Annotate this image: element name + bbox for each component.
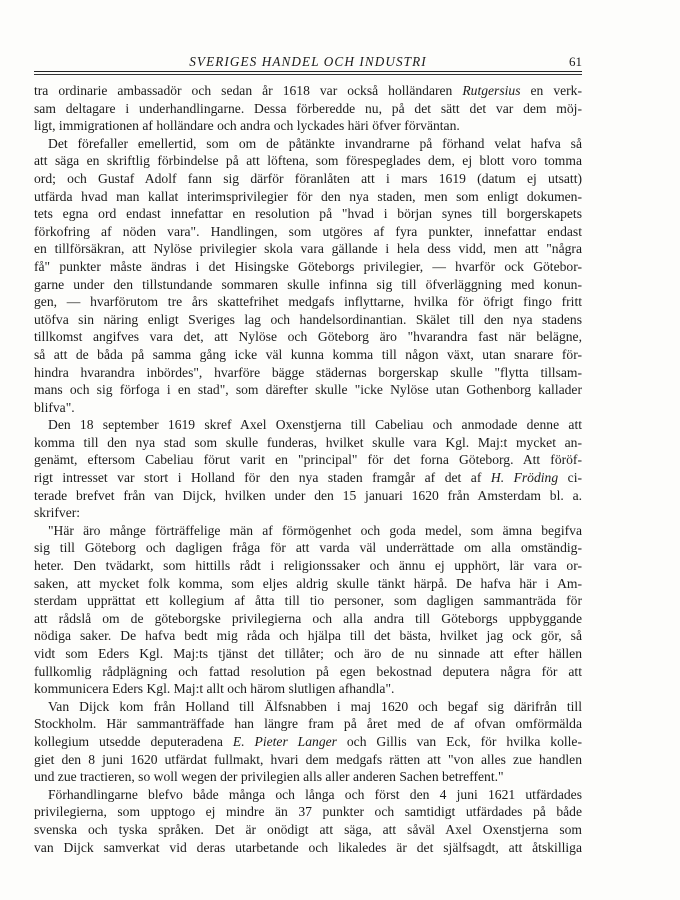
text-line: att rådslå om de göteborgske privilegierna och alla andra till Göteborgs uppbyggande — [34, 610, 582, 626]
text-line: utfärda hvad man kallat interimsprivilegier för den nya staden, men som enligt dokumen- — [34, 188, 582, 204]
text-line: Stockholm. Här sammanträffade han längre fram på året med de af ofvan omförmälda — [34, 716, 582, 732]
text-line: så att de båda på samma gång icke väl kunna komma till någon växt, utan snarare för- — [34, 346, 582, 362]
text-line: fullkomlig rådplägning och fattad resolution på egen bekostnad deputera några för att — [34, 663, 582, 679]
text-line: ord; och Gustaf Adolf fann sig därför föranlåten att i mars 1619 (datum ej utsatt) — [34, 170, 582, 186]
body-text — [34, 82, 582, 856]
text-line: blifva". — [34, 399, 75, 415]
text-line: heter. Den tvädarkt, som hittills rådt i religionssaker och ännu ej upphört, lär vara or- — [34, 558, 582, 574]
text-line: Det förefaller emellertid, som om de påtänkte invandrarne på förhand velat hafva så — [48, 135, 582, 151]
text-line: van Dijck samverkat vid deras utarbetande och likaledes är det själfsagdt, att åtskilliga — [34, 839, 582, 855]
text-line: giet den 8 juni 1620 utfärdat fullmakt, hvari dem medgafs rätten att "von alles zue handlen — [34, 751, 582, 767]
running-title: SVERIGES HANDEL OCH INDUSTRI — [189, 54, 427, 69]
text-line: skrifver: — [34, 505, 81, 521]
text-line: en tillförsäkran, att Nylöse privilegier skola vara gällande i hela dess vidd, men att "några — [34, 241, 582, 257]
page-number: 61 — [569, 54, 582, 69]
text-line: utöfva sin näring enligt Sveriges lag och handelsordinantian. Skälet till den nya stadens — [34, 311, 582, 327]
text-line: ligt, immigrationen af holländare och andra och lyckades häri öfver förväntan. — [34, 118, 460, 134]
text-line: garne under den tillstundande sommaren skulle infinna sig till öfverläggning med konun- — [34, 276, 582, 292]
paragraph — [34, 416, 582, 522]
text-line: mans och sig förfoga i en stad", som därefter skulle "icke Nylöse utan Gothenborg kallader — [34, 382, 582, 398]
text-line: saken, att mycket folk komma, som eljes aldrig skulle tänkt härpå. De hafva här i Am- — [34, 575, 582, 591]
text-line: tra ordinarie ambassadör och sedan år 1618 var också holländaren Rutgersius en verk- — [34, 83, 583, 98]
text-line: vidt som Eders Kgl. Maj:ts tjänst det tillåter; och äro de nu sinnade att efter hällen — [34, 646, 582, 661]
text-line: terade brefvet från van Dijck, hvilken under den 15 januari 1620 från Amsterdam bl. a. — [34, 487, 582, 503]
paragraph — [34, 698, 582, 786]
header-rule-thin — [34, 74, 582, 75]
text-line: privilegierna, som upptogo ej mindre än 37 punkter och samtidigt utfärdades på både — [34, 804, 582, 820]
text-line: komma till den nya stad som skulle funderas, hvilket skulle vara Kgl. Maj:t mycket an- — [34, 434, 582, 450]
paragraph — [34, 135, 582, 417]
text-line: hindra hvarandra inbördes", hvarföre bägge städernas borgerskap skulle "flytta tillsam- — [34, 364, 582, 380]
text-line: rigt intresset var stort i Holland för den nya staden framgår af det af H. Fröding ci- — [34, 470, 582, 486]
text-line: gen, — hvarförutom tre års skattefrihet medgafs inflyttarne, hvilka för öfrigt fingo fritt — [34, 294, 582, 310]
text-line: Den 18 september 1619 skref Axel Oxenstjerna till Cabeliau och anmodade denne att — [48, 417, 582, 433]
paragraph — [34, 786, 582, 856]
paragraph — [34, 82, 582, 135]
text-line: und zue tractieren, so woll wegen der privilegien alls aller anderen Sachen betreffent." — [34, 769, 504, 785]
text-line: Förhandlingarne blefvo både många och långa och först den 4 juni 1621 utfärdades — [48, 786, 582, 802]
quotation — [34, 522, 582, 698]
text-line: tets egna ord endast innefattar en resolution på "hvad i början synes till borgerskapets — [34, 206, 582, 222]
text-line: få" punkter måste ändras i det Hisingske Göteborgs privilegier, — hvarför ock Götebor- — [34, 258, 582, 274]
running-head — [34, 54, 582, 70]
text-line: tillkomst angifves vara det, att Nylöse och Göteborg äro "hvarandra fast när belägne, — [34, 329, 582, 345]
text-line: förkofring af nöden vara". Handlingen, som utgöres af fyra punkter, innefattar endast — [34, 223, 582, 239]
text-line: sterdam upprättat ett kollegium af åtta till tio personer, som dagligen sammanträda för — [34, 593, 582, 609]
text-line: att säga en skriftlig förbindelse på att löftena, som förespeglades dem, ej blott voro tomma — [34, 153, 582, 169]
text-line: sig till Göteborg och dagligen fråga för att varda väl underrättade om alla omständig- — [34, 540, 582, 556]
text-line: genämt, eftersom Cabeliau förut varit en "principal" för det forna Göteborg. Att föröf- — [34, 452, 582, 468]
text-line: kollegium utsedde deputeradena E. Pieter Langer och Gillis van Eck, för hvilka kolle- — [34, 733, 582, 749]
text-line: nödiga saker. De hafva bedt mig råda och hjälpa till det bästa, hvilket jag ock gör, så — [34, 628, 582, 644]
text-line: Van Dijck kom från Holland till Älfsnabben i maj 1620 och begaf sig därifrån till — [48, 698, 582, 714]
header-rule-thick — [34, 71, 582, 72]
text-line: "Här äro månge förträffelige män af förmögenhet och goda medel, som ämna begifva — [48, 522, 582, 538]
text-line: kommunicera Eders Kgl. Maj:t allt och härom slutligen afhandla". — [34, 681, 395, 697]
text-line: svenska och tyska språken. Det är onödigt att säga, att såväl Axel Oxenstjerna som — [34, 821, 582, 837]
text-line: sam deltagare i underhandlingarne. Dessa förberedde nu, på det sätt det var dem möj- — [34, 100, 582, 116]
